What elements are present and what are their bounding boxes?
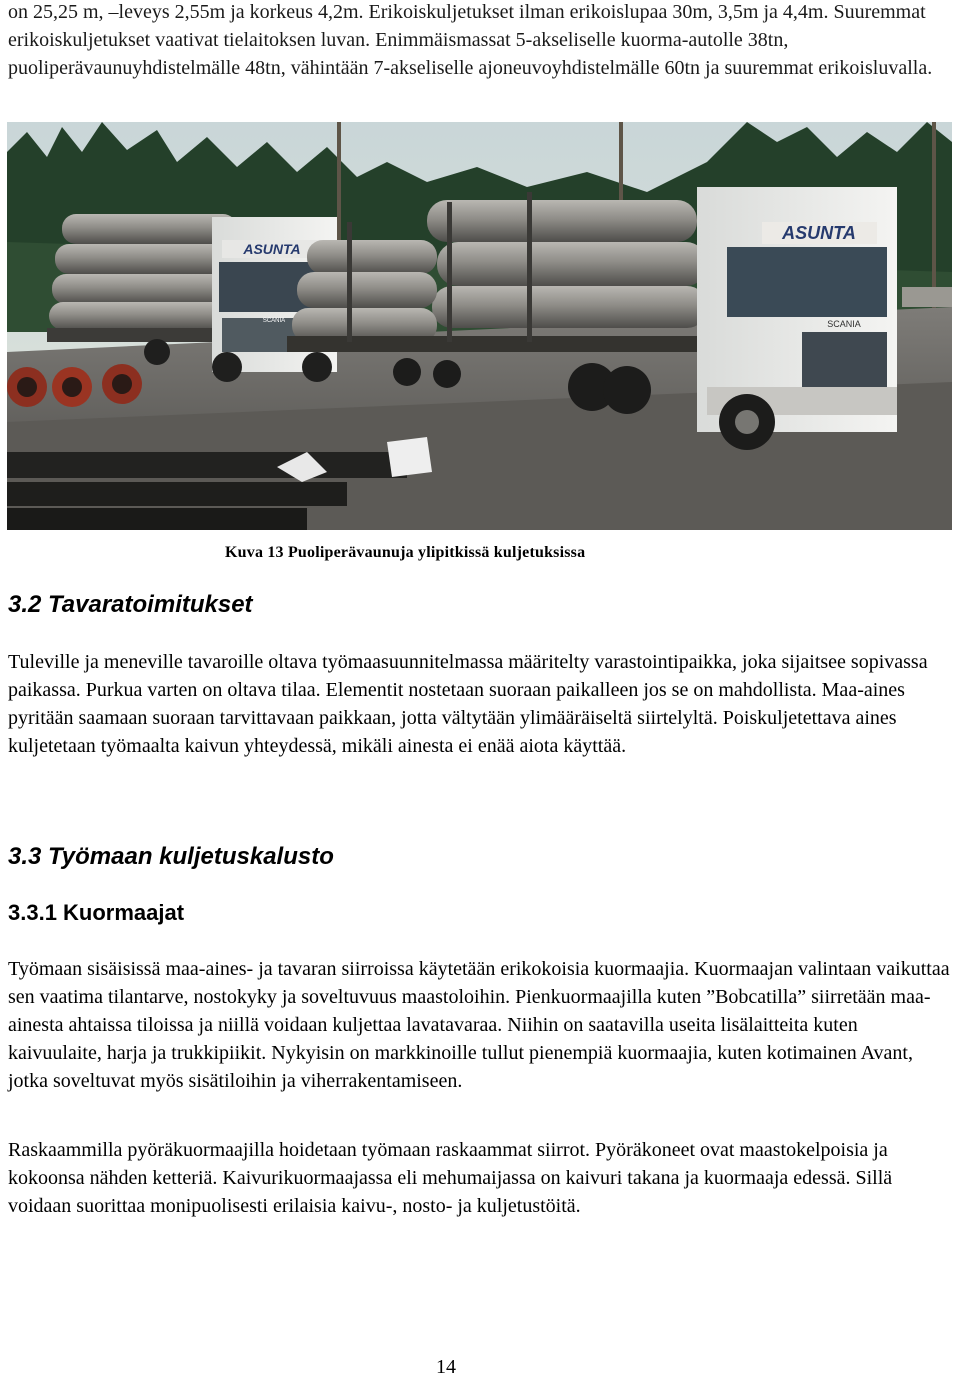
- intro-paragraph: on 25,25 m, –leveys 2,55m ja korkeus 4,2m. Erikoiskuljetukset ilman erikoislupaa 30m, 3,5m ja 4,4m. Suuremmat erikoiskuljetukset vaativat tielaitoksen luvan. Enimmäismassat 5-akseliselle kuorma-autolle 38tn, puoliperävaunuyhdistelmälle 48tn, vähintään 7-akseliselle ajoneuvoyhdistelmälle 60tn ja suuremmat erikoisluvalla.: [8, 1, 933, 79]
- section-3-2-heading: 3.2 Tavaratoimitukset: [8, 591, 253, 618]
- section-3-3-1-paragraph-1: Työmaan sisäisissä maa-aines- ja tavaran siirroissa käytetään erikokoisia kuormaajia. Kuormaajan valintaan vaikuttaa sen vaatima tilantarve, nostokyky ja soveltuvuus maastoloihin. Pienkuormaajilla kuten ”Bobcatilla” siirretään maa-ainesta ahtaissa tiloissa ja niillä voidaan kuljettaa lavatavaraa. Niihin on saatavilla useita lisälaitteita kuten kaivuulaite, harja ja trukkipiikit. Nykyisin on markkinoille tullut pienempiä kuormaajia, kuten kotimainen Avant, jotka soveltuvat myös sisätiloihin ja viherrakentamiseen.: [8, 958, 950, 1092]
- page-number: 14: [436, 1356, 456, 1378]
- section-3-3-heading: 3.3 Työmaan kuljetuskalusto: [8, 843, 334, 870]
- right-truck-model-text: SCANIA: [827, 319, 861, 329]
- figure-caption: Kuva 13 Puoliperävaunuja ylipitkissä kuljetuksissa: [225, 544, 586, 561]
- section-3-3-1-heading: 3.3.1 Kuormaajat: [8, 900, 185, 925]
- section-3-2-paragraph: Tuleville ja meneville tavaroille oltava työmaasuunnitelmassa määritelty varastointipaikka, joka sijaitsee sopivassa paikassa. Purkua varten on oltava tilaa. Elementit nostetaan suoraan paikalleen jos se on mahdollista. Maa-aines pyritään saamaan suoraan tarvittavaan paikkaan, jotta vältytään ylimääräiseltä siirtelyltä. Poiskuljetettava aines kuljetetaan työmaalta kaivun yhteydessä, mikäli ainesta ei enää aiota käyttää.: [8, 651, 928, 757]
- right-truck-brand-text: ASUNTA: [782, 223, 856, 243]
- left-truck-model-text: SCANIA: [262, 318, 286, 324]
- left-truck-brand-text: ASUNTA: [243, 241, 301, 257]
- section-3-3-1-paragraph-2: Raskaammilla pyöräkuormaajilla hoidetaan työmaan raskaammat siirrot. Pyöräkoneet ovat maastokelpoisia ja kokoonsa nähden ketteriä. Kaivurikuormaajassa eli mehumaijassa on kaivuri takana ja kuormaaja edessä. Sillä voidaan suorittaa monipuolisesti erilaisia kaivu-, nosto- ja kuljetustöitä.: [8, 1139, 893, 1217]
- truck-photo: [7, 122, 952, 530]
